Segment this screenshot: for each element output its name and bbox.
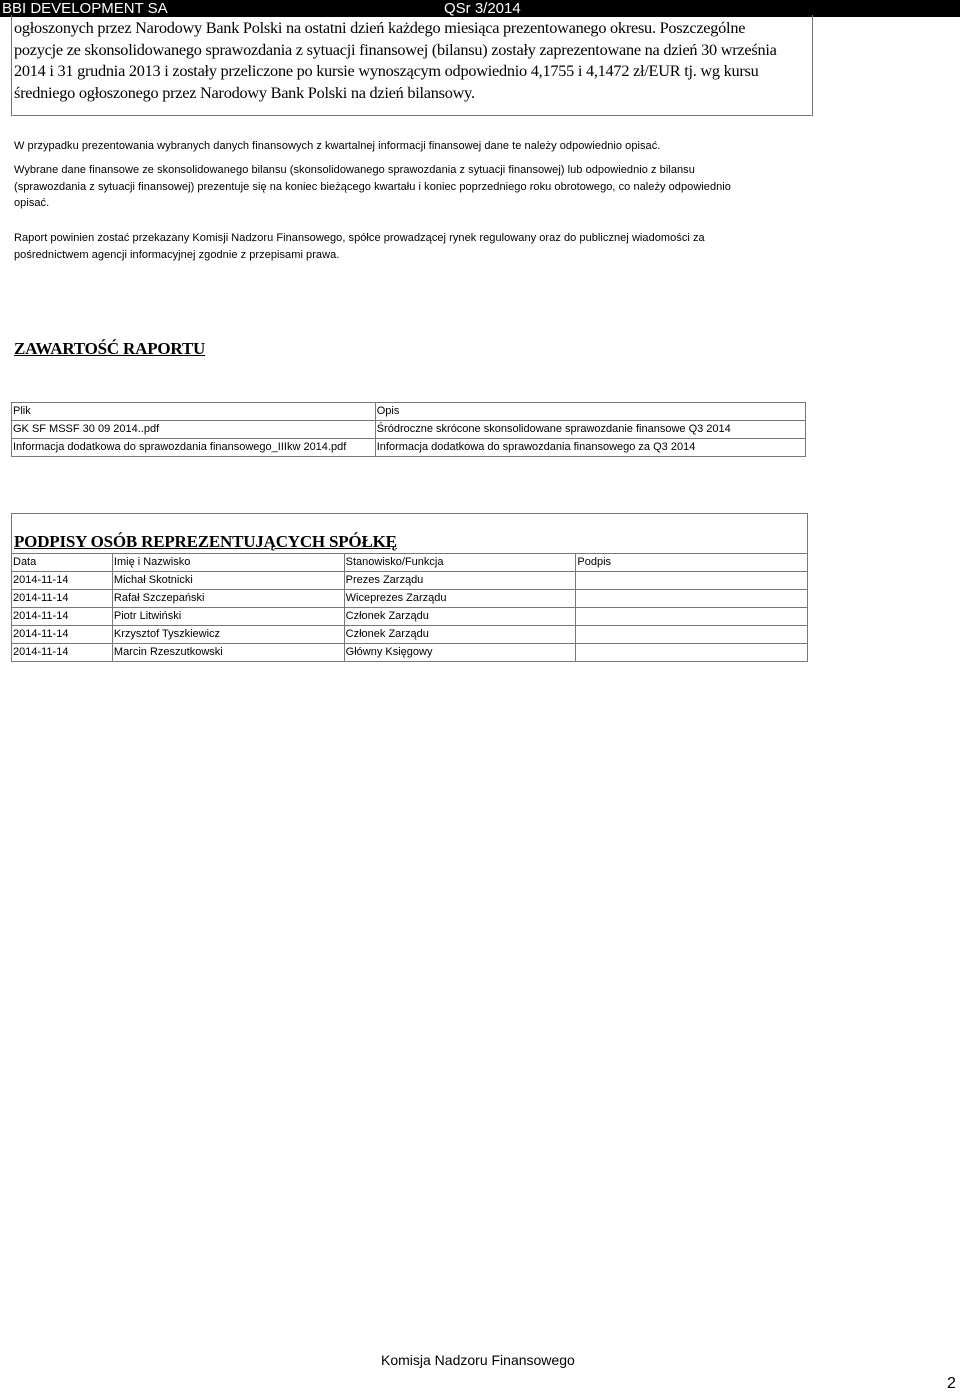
table-header-row xyxy=(12,554,808,572)
header-cell-position: Stanowisko/Funkcja xyxy=(344,554,576,572)
intro-line: 2014 i 31 grudnia 2013 i zostały przeliczone po kursie wynoszącym odpowiednio 4,1755 i 4,1472 zł/EUR tj. wg kursu xyxy=(14,61,759,80)
date-cell: 2014-11-14 xyxy=(12,572,113,590)
signature-cell xyxy=(576,572,808,590)
header-cell-name: Imię i Nazwisko xyxy=(112,554,344,572)
paragraph-line: W przypadku prezentowania wybranych danych finansowych z kwartalnej informacji finansowej dane te należy odpowiednio opisać. xyxy=(14,140,661,152)
signature-cell xyxy=(576,590,808,608)
table-row xyxy=(12,439,806,457)
intro-line: średniego ogłoszonego przez Narodowy Bank Polski na dzień bilansowy. xyxy=(14,82,475,102)
date-cell: 2014-11-14 xyxy=(12,608,113,626)
paragraph-line: (sprawozdania z sytuacji finansowej) prezentuje się na koniec bieżącego kwartału i koniec poprzedniego roku obrotowego, co należy odpowiednio xyxy=(14,180,731,193)
name-cell: Rafał Szczepański xyxy=(112,590,344,608)
file-name-cell: GK SF MSSF 30 09 2014..pdf xyxy=(12,421,376,439)
paragraph-line: Wybrane dane finansowe ze skonsolidowanego bilansu (skonsolidowanego sprawozdania z sytuacji finansowej) lub odpowiednio z bilansu xyxy=(14,164,695,176)
table-row xyxy=(12,421,806,439)
file-description-cell: Informacja dodatkowa do sprawozdania finansowego za Q3 2014 xyxy=(375,439,805,457)
position-cell: Członek Zarządu xyxy=(344,608,576,626)
table-header-row xyxy=(12,403,806,421)
signatures-table xyxy=(11,553,808,662)
position-cell: Główny Księgowy xyxy=(344,644,576,662)
header-cell-description: Opis xyxy=(375,403,805,421)
signature-cell xyxy=(576,626,808,644)
company-name: BBI DEVELOPMENT SA xyxy=(2,0,168,17)
table-row xyxy=(12,626,808,644)
name-cell: Piotr Litwiński xyxy=(112,608,344,626)
paragraph-selected-data-note xyxy=(14,138,660,155)
date-cell: 2014-11-14 xyxy=(12,644,113,662)
header-cell-date: Data xyxy=(12,554,113,572)
contents-title: ZAWARTOŚĆ RAPORTU xyxy=(14,339,206,358)
position-cell: Prezes Zarządu xyxy=(344,572,576,590)
table-row xyxy=(12,644,808,662)
name-cell: Marcin Rzeszutkowski xyxy=(112,644,344,662)
file-name-cell: Informacja dodatkowa do sprawozdania finansowego_IIIkw 2014.pdf xyxy=(12,439,376,457)
position-cell: Wiceprezes Zarządu xyxy=(344,590,576,608)
table-row xyxy=(12,608,808,626)
paragraph-submission-note xyxy=(14,230,705,263)
signature-cell xyxy=(576,644,808,662)
name-cell: Michał Skotnicki xyxy=(112,572,344,590)
date-cell: 2014-11-14 xyxy=(12,626,113,644)
intro-line: ogłoszonych przez Narodowy Bank Polski na ostatni dzień każdego miesiąca prezentowanego okresu. Poszczególne xyxy=(14,18,746,37)
footer-authority: Komisja Nadzoru Finansowego xyxy=(381,1352,575,1368)
report-id: QSr 3/2014 xyxy=(444,0,521,17)
paragraph-line: Raport powinien zostać przekazany Komisji Nadzoru Finansowego, spółce prowadzącej rynek regulowany oraz do publicznej wiadomości za xyxy=(14,232,705,244)
intro-text-box xyxy=(11,15,813,116)
paragraph-line: opisać. xyxy=(14,197,50,209)
file-description-cell: Śródroczne skrócone skonsolidowane sprawozdanie finansowe Q3 2014 xyxy=(375,421,805,439)
table-row xyxy=(12,590,808,608)
name-cell: Krzysztof Tyszkiewicz xyxy=(112,626,344,644)
paragraph-balance-note xyxy=(14,162,731,212)
signature-cell xyxy=(576,608,808,626)
header-cell-file: Plik xyxy=(12,403,376,421)
date-cell: 2014-11-14 xyxy=(12,590,113,608)
signatures-title: PODPISY OSÓB REPREZENTUJĄCYCH SPÓŁKĘ xyxy=(14,532,397,551)
contents-table xyxy=(11,402,806,457)
page-number: 2 xyxy=(947,1375,956,1392)
header-cell-signature: Podpis xyxy=(576,554,808,572)
intro-line: pozycje ze skonsolidowanego sprawozdania z sytuacji finansowej (bilansu) zostały zaprezentowane na dzień 30 września xyxy=(14,39,777,59)
table-row xyxy=(12,572,808,590)
paragraph-line: pośrednictwem agencji informacyjnej zgodnie z przepisami prawa. xyxy=(14,248,340,261)
position-cell: Członek Zarządu xyxy=(344,626,576,644)
